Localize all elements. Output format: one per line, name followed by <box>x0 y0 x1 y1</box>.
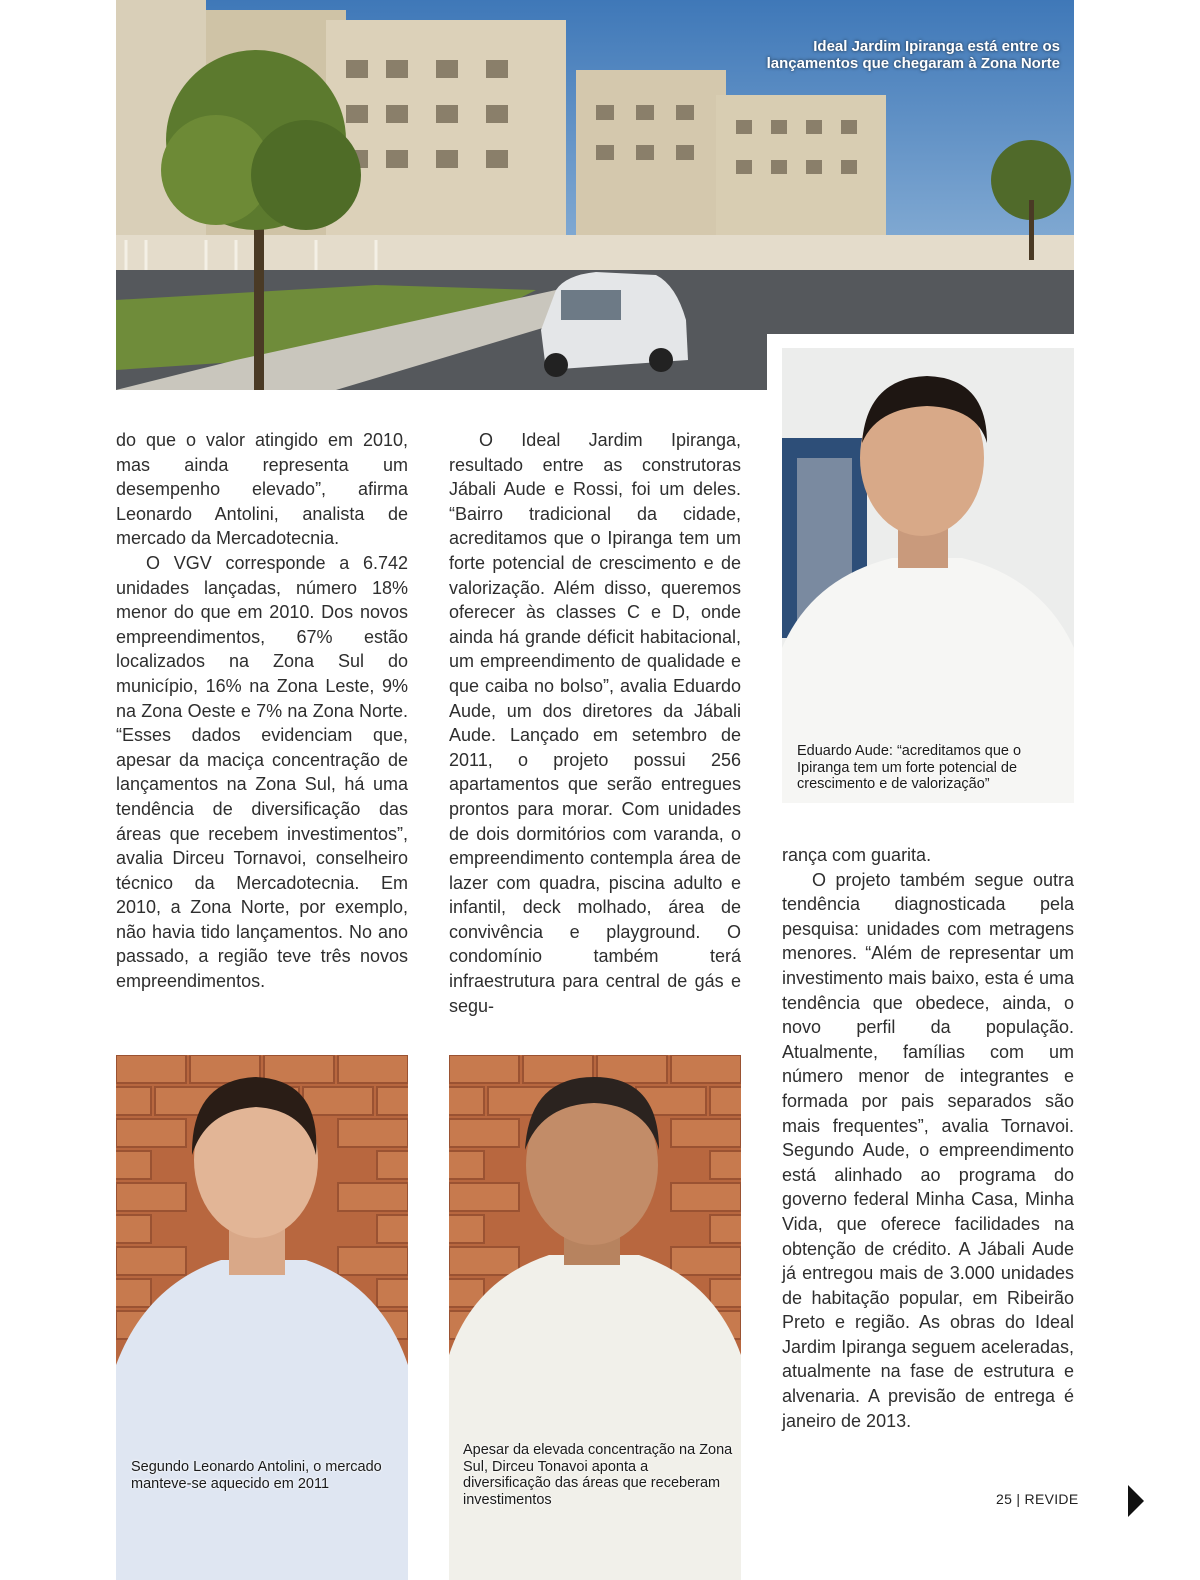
dirceu-tornavoi-photo <box>449 1055 741 1580</box>
leonardo-portrait <box>116 1055 408 1580</box>
leonardo-caption: Segundo Leonardo Antolini, o mercado manteve-se aquecido em 2011 <box>131 1459 382 1492</box>
eduardo-aude-photo <box>782 348 1074 803</box>
leonardo-antolini-photo <box>116 1055 408 1580</box>
next-page-arrow-icon[interactable] <box>1128 1485 1144 1517</box>
eduardo-portrait <box>782 348 1074 803</box>
magazine-name: REVIDE <box>1024 1491 1079 1507</box>
hero-caption-line1: Ideal Jardim Ipiranga está entre os <box>813 38 1060 55</box>
paragraph: do que o valor atingido em 2010, mas ainda representa um desempenho elevado”, afirma Leonardo Antolini, analista de mercado da Mercadotecnia. <box>116 430 408 549</box>
page-footer <box>996 1491 1078 1507</box>
article-column-2 <box>449 428 741 1018</box>
hero-caption <box>767 38 1060 72</box>
hero-building-photo <box>116 0 1074 390</box>
article-column-1 <box>116 428 408 994</box>
paragraph: O projeto também segue outra tendência diagnosticada pela pesquisa: unidades com metragens menores. “Além de representar um investimento mais baixo, esta é uma tendência que obedece, ainda, o novo perfil da população. Atualmente, famílias com um número menor de integrantes e formada por pais separados são mais frequentes”, avalia Tornavoi. Segundo Aude, o empreendimento está alinhado ao programa do governo federal Minha Casa, Minha Vida, que oferece facilidades na obtenção de crédito. A Jábali Aude já entregou mais de 3.000 unidades de habitação popular, em Ribeirão Preto e região. As obras do Ideal Jardim Ipiranga seguem aceleradas, atualmente na fase de estrutura e alvenaria. A previsão de entrega é janeiro de 2013. <box>782 869 1074 1431</box>
paragraph: rança com guarita. <box>782 845 932 865</box>
paragraph: O Ideal Jardim Ipiranga, resultado entre as construtoras Jábali Aude e Rossi, foi um deles. “Bairro tradicional da cidade, acreditamos que o Ipiranga tem um forte potencial de crescimento e de valorização. Além disso, queremos oferecer às classes C e D, onde ainda há grande déficit habitacional, um empreendimento de qualidade e que caiba no bolso”, avalia Eduardo Aude, um dos diretores da Jábali Aude. Lançado em setembro de 2011, o projeto possui 256 apartamentos que serão entregues prontos para morar. Com unidades de dois dormitórios com varanda, o empreendimento contempla área de lazer com quadra, piscina adulto e infantil, deck molhado, área de convivência e playground. O condomínio também terá infraestrutura para central de gás e segu- <box>449 430 741 1016</box>
dirceu-caption: Apesar da elevada concentração na Zona Sul, Dirceu Tonavoi aponta a diversificação das áreas que receberam investimentos <box>463 1442 733 1508</box>
footer-separator: | <box>1016 1491 1021 1507</box>
page-number: 25 <box>996 1491 1013 1507</box>
eduardo-caption: Eduardo Aude: “acreditamos que o Ipiranga tem um forte potencial de crescimento e de valorização” <box>797 743 1022 792</box>
article-column-3 <box>782 843 1074 1433</box>
hero-caption-line2: lançamentos que chegaram à Zona Norte <box>766 55 1060 72</box>
paragraph: O VGV corresponde a 6.742 unidades lançadas, número 18% menor do que em 2010. Dos novos empreendimentos, 67% estão localizados na Zona Sul do município, 16% na Zona Leste, 9% na Zona Oeste e 7% na Zona Norte. “Esses dados evidenciam que, apesar da maciça concentração de lançamentos na Zona Sul, há uma tendência de diversificação das áreas que recebem investimentos”, avalia Dirceu Tornavoi, conselheiro técnico da Mercadotecnia. Em 2010, a Zona Norte, por exemplo, não havia tido lançamentos. No ano passado, a região teve três novos empreendimentos. <box>116 552 408 992</box>
